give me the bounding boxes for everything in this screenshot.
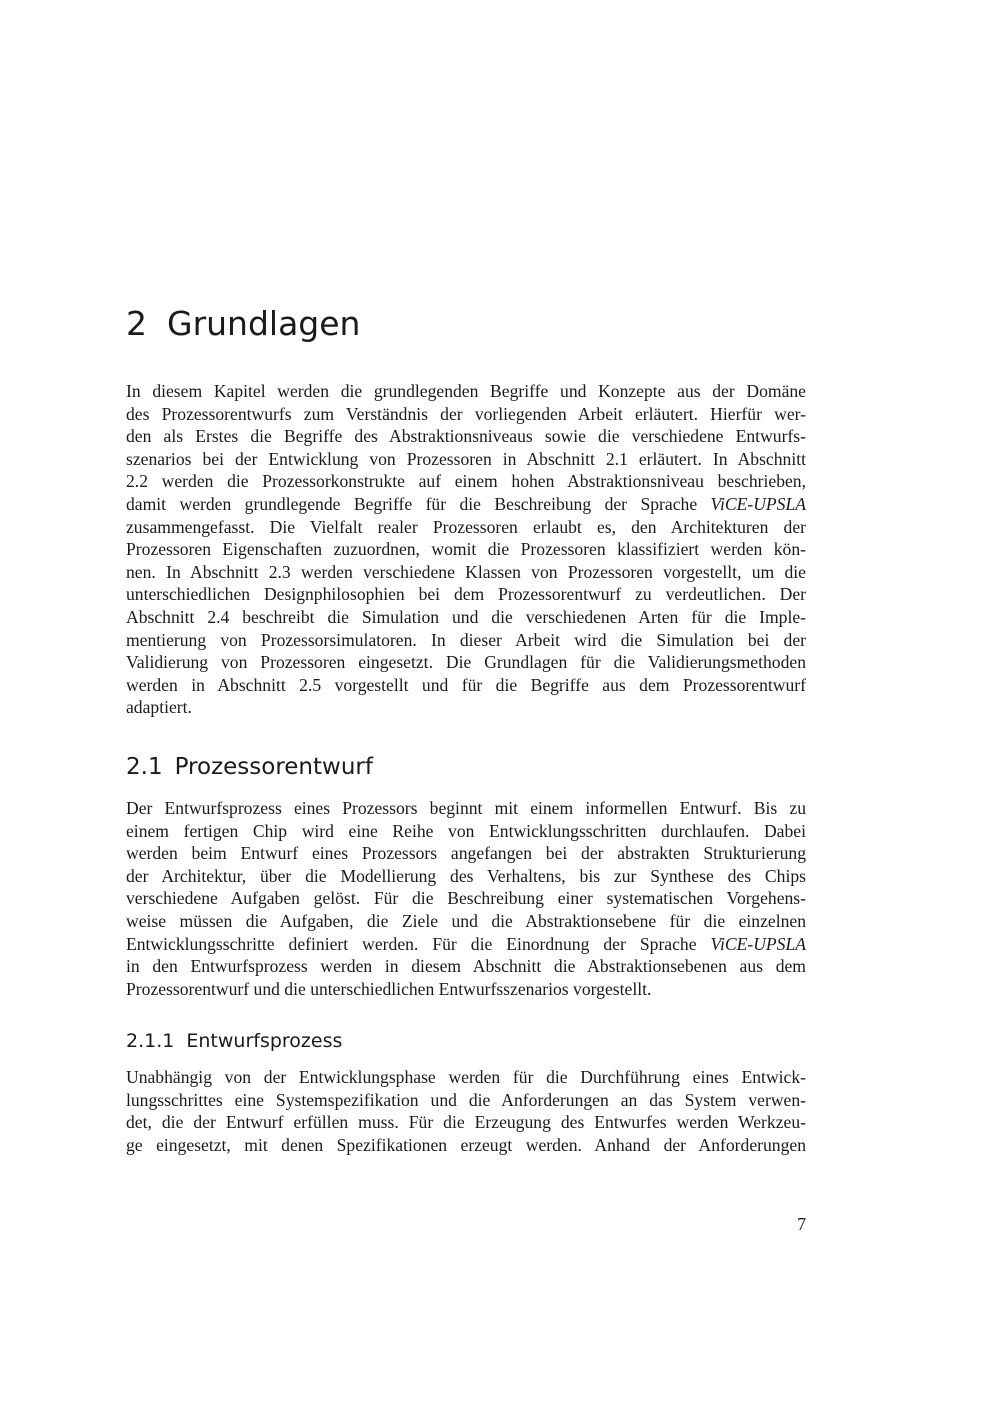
text-line: einem fertigen Chip wird eine Reihe von Entwicklungsschritten durchlaufen. Dabei: [126, 820, 806, 841]
text-line: In diesem Kapitel werden die grundlegenden Begriffe und Konzepte aus der Domäne: [126, 381, 806, 401]
text-line: in den Entwurfsprozess werden in diesem Abschnitt die Abstraktionsebenen aus dem: [126, 956, 806, 977]
chapter-number: 2: [126, 304, 147, 343]
section-heading-2-1-1: [126, 1028, 342, 1054]
chapter-title: Grundlagen: [167, 304, 361, 343]
text-line: Prozessorentwurf und die unterschiedlichen Entwurfsszenarios vorgestellt.: [126, 978, 652, 999]
section-title: Prozessorentwurf: [174, 754, 373, 780]
line-text: damit werden grundlegende Begriffe für die Beschreibung der Sprache: [126, 493, 711, 514]
section-2-1-1-paragraph: [126, 1066, 806, 1156]
section-heading-2-1: [126, 752, 373, 782]
text-line: Prozessoren Eigenschaften zuzuordnen, womit die Prozessoren klassifiziert werden kön-: [126, 539, 806, 560]
line-text: Entwicklungsschritte definiert werden. Für die Einordnung der Sprache: [126, 933, 711, 954]
subsection-title: Entwurfsprozess: [186, 1030, 343, 1052]
text-line: szenarios bei der Entwicklung von Prozessoren in Abschnitt 2.1 erläutert. In Abschnitt: [126, 448, 806, 469]
text-line-with-language: [126, 933, 806, 956]
text-line: det, die der Entwurf erfüllen muss. Für die Erzeugung des Entwurfes werden Werkzeu-: [126, 1112, 806, 1133]
text-line: werden beim Entwurf eines Prozessors angefangen bei der abstrakten Strukturierung: [126, 843, 806, 864]
text-line: adaptiert.: [126, 697, 192, 718]
text-line: 2.2 werden die Prozessorkonstrukte auf einem hohen Abstraktionsniveau beschrieben,: [126, 471, 806, 492]
text-line: mentierung von Prozessorsimulatoren. In dieser Arbeit wird die Simulation bei der: [126, 629, 806, 650]
document-page: [126, 0, 806, 1414]
section-number: 2.1: [126, 754, 163, 780]
text-line: Unabhängig von der Entwicklungsphase werden für die Durchführung eines Entwick-: [126, 1067, 806, 1087]
text-line: werden in Abschnitt 2.5 vorgestellt und für die Begriffe aus dem Prozessorentwurf: [126, 674, 806, 695]
text-line: nen. In Abschnitt 2.3 werden verschiedene Klassen von Prozessoren vorgestellt, um die: [126, 561, 806, 582]
text-line: verschiedene Aufgaben gelöst. Für die Beschreibung einer systematischen Vorgehens-: [126, 888, 806, 909]
text-line: weise müssen die Aufgaben, die Ziele und die Abstraktionsebene für die einzelnen: [126, 910, 806, 931]
text-line: unterschiedlichen Designphilosophien bei dem Prozessorentwurf zu verdeutlichen. Der: [126, 584, 806, 605]
text-line: lungsschrittes eine Systemspezifikation und die Anforderungen an das System verwen-: [126, 1089, 806, 1110]
text-line: Der Entwurfsprozess eines Prozessors beginnt mit einem informellen Entwurf. Bis zu: [126, 798, 806, 818]
text-line: der Architektur, über die Modellierung des Verhaltens, bis zur Synthese des Chips: [126, 865, 806, 886]
text-line: ge eingesetzt, mit denen Spezifikationen erzeugt werden. Anhand der Anforderungen: [126, 1134, 806, 1155]
text-line: des Prozessorentwurfs zum Verständnis der vorliegenden Arbeit erläutert. Hierfür wer-: [126, 403, 806, 424]
text-line: zusammengefasst. Die Vielfalt realer Prozessoren erlaubt es, den Architekturen der: [126, 516, 806, 537]
text-line: Abschnitt 2.4 beschreibt die Simulation und die verschiedenen Arten für die Imple-: [126, 606, 806, 627]
text-line-with-language: [126, 493, 806, 516]
chapter-heading: [126, 302, 360, 346]
section-2-1-paragraph: [126, 797, 806, 1000]
text-line: Validierung von Prozessoren eingesetzt. Die Grundlagen für die Validierungsmethoden: [126, 652, 806, 673]
subsection-number: 2.1.1: [126, 1030, 175, 1052]
intro-paragraph: [126, 380, 806, 719]
page-number: 7: [797, 1214, 806, 1234]
language-name: ViCE-UPSLA: [710, 493, 806, 514]
language-name: ViCE-UPSLA: [710, 933, 806, 954]
text-line: den als Erstes die Begriffe des Abstraktionsniveaus sowie die verschiedene Entwurfs-: [126, 426, 806, 447]
